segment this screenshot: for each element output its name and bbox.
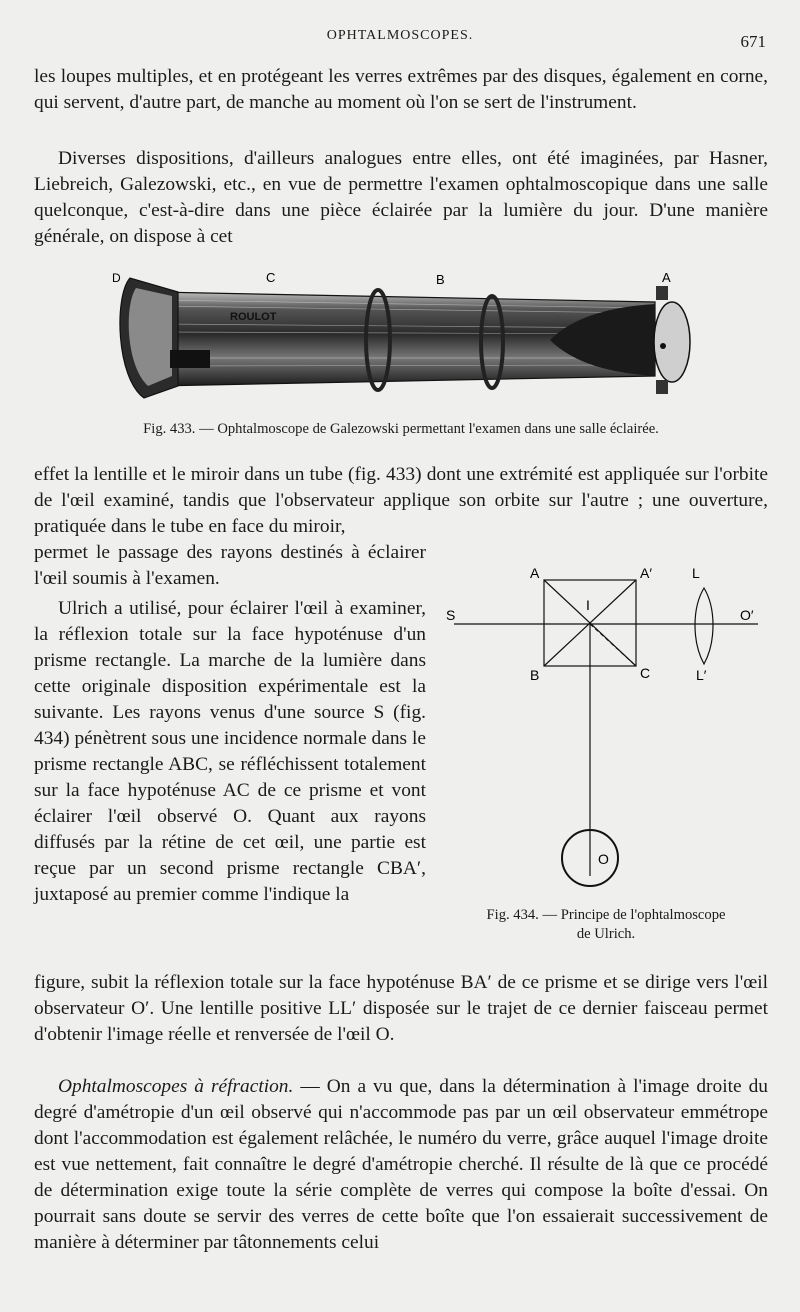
paragraph-effet: effet la lentille et le miroir dans un tube (fig. 433) dont une extrémité est appliquée sur l'orbite de l'œil examiné, tandis que l'observateur applique son orbite sur l'autre ; une ouverture, pratiquée dans le tube en face du miroir, — [34, 464, 768, 537]
running-head — [0, 28, 800, 50]
fig434-label-l-prime: L′ — [696, 667, 707, 683]
fig434-label-c: C — [640, 665, 651, 681]
figure-434-ulrich-principle — [440, 558, 770, 898]
figure-433-caption: Fig. 433. — Ophtalmoscope de Galezowski permettant l'examen dans une salle éclairée. — [143, 421, 659, 437]
fig434-label-o-prime: O′ — [740, 607, 754, 623]
fig433-top-knob — [656, 286, 668, 300]
fig434-label-b: B — [530, 667, 540, 683]
fig433-label-c: C — [266, 270, 276, 285]
running-title: OPHTALMOSCOPES. — [326, 28, 474, 43]
figure-434-caption-line1: Fig. 434. — Principe de l'ophtalmoscope — [486, 907, 726, 923]
fig434-lens-ll-prime — [695, 588, 713, 664]
fig434-label-a-prime: A′ — [640, 565, 652, 581]
paragraph-loupes: les loupes multiples, et en protégeant les verres extrêmes par des disques, également en corne, qui servent, d'autre part, de manche au moment où l'on se sert de l'instrument. — [34, 66, 768, 113]
paragraph-ulrich: Ulrich a utilisé, pour éclairer l'œil à examiner, la réflexion totale sur la face hypoténuse d'un prisme rectangle. La marche de la lumière dans cette originale disposition expérimentale est la suivante. Les rayons venus d'une source S (fig. 434) pénètrent sous une incidence normale dans le prisme rectangle ABC, se réfléchissent totalement sur la face hypoténuse AC de ce prisme et vont éclairer l'œil observé O. Quant aux rayons diffusés par la rétine de cet œil, une partie est reçue par un second prisme rectangle CBA′, juxtaposé au premier comme l'indique la — [34, 598, 426, 905]
figure-434-caption-line2: de Ulrich. — [576, 926, 636, 942]
fig434-label-a: A — [530, 565, 540, 581]
paragraph-refraction-body: — On a vu que, dans la détermination à l'image droite du degré d'amétropie d'un œil observé qui n'accommode pas par un œil observateur emmétrope dont l'accommodation est également relâchée, le numéro du verre, grâce auquel l'image droite est vue nettement, fait connaître le degré d'amétropie cherché. Il résulte de là que ce procédé de détermination exige toute la série complète de verres qui compose la boîte d'essai. On pourrait sans doute se servir des verres de cette boîte que l'on essaierait successivement de manière à déterminer par tâtonnements celui — [34, 1076, 768, 1253]
fig433-bottom-knob — [656, 380, 668, 394]
page-number: 671 — [740, 32, 766, 51]
section-heading-refraction: Ophtalmoscopes à réfraction. — [58, 1076, 294, 1097]
fig434-dashed-ray — [590, 624, 636, 666]
paragraph-dispositions: Diverses dispositions, d'ailleurs analogues entre elles, ont été imaginées, par Hasner, Liebreich, Galezowski, etc., en vue de permettre l'examen ophtalmoscopique dans une salle quelconque, c'est-à-dire dans une pièce éclairée par la lumière du jour. D'une manière générale, on dispose à cet — [34, 148, 768, 247]
paragraph-effet-continued: permet le passage des rayons destinés à éclairer l'œil soumis à l'examen. — [34, 542, 426, 589]
paragraph-refraction — [34, 1074, 768, 1256]
fig433-mirror-end — [654, 302, 690, 382]
paragraph-figure-continued: figure, subit la réflexion totale sur la face hypoténuse BA′ de ce prisme et se dirige vers l'œil observateur O′. Une lentille positive LL′ disposée sur le trajet de ce dernier faisceau permet d'obtenir l'image réelle et renversée de l'œil O. — [34, 972, 768, 1045]
figure-433-galezowski-ophthalmoscope — [110, 266, 710, 414]
fig434-label-l: L — [692, 565, 700, 581]
fig433-engraving-roulot: ROULOT — [230, 311, 277, 323]
fig433-label-a: A — [662, 270, 671, 285]
fig433-label-b: B — [436, 272, 445, 287]
fig433-side-opening — [170, 350, 210, 368]
fig434-label-o: O — [598, 851, 609, 867]
fig434-label-i: I — [586, 597, 590, 613]
fig433-mirror-hole — [660, 343, 666, 349]
fig433-label-d: D — [112, 271, 121, 285]
fig434-label-s: S — [446, 607, 456, 623]
figure-434-caption — [436, 906, 776, 944]
